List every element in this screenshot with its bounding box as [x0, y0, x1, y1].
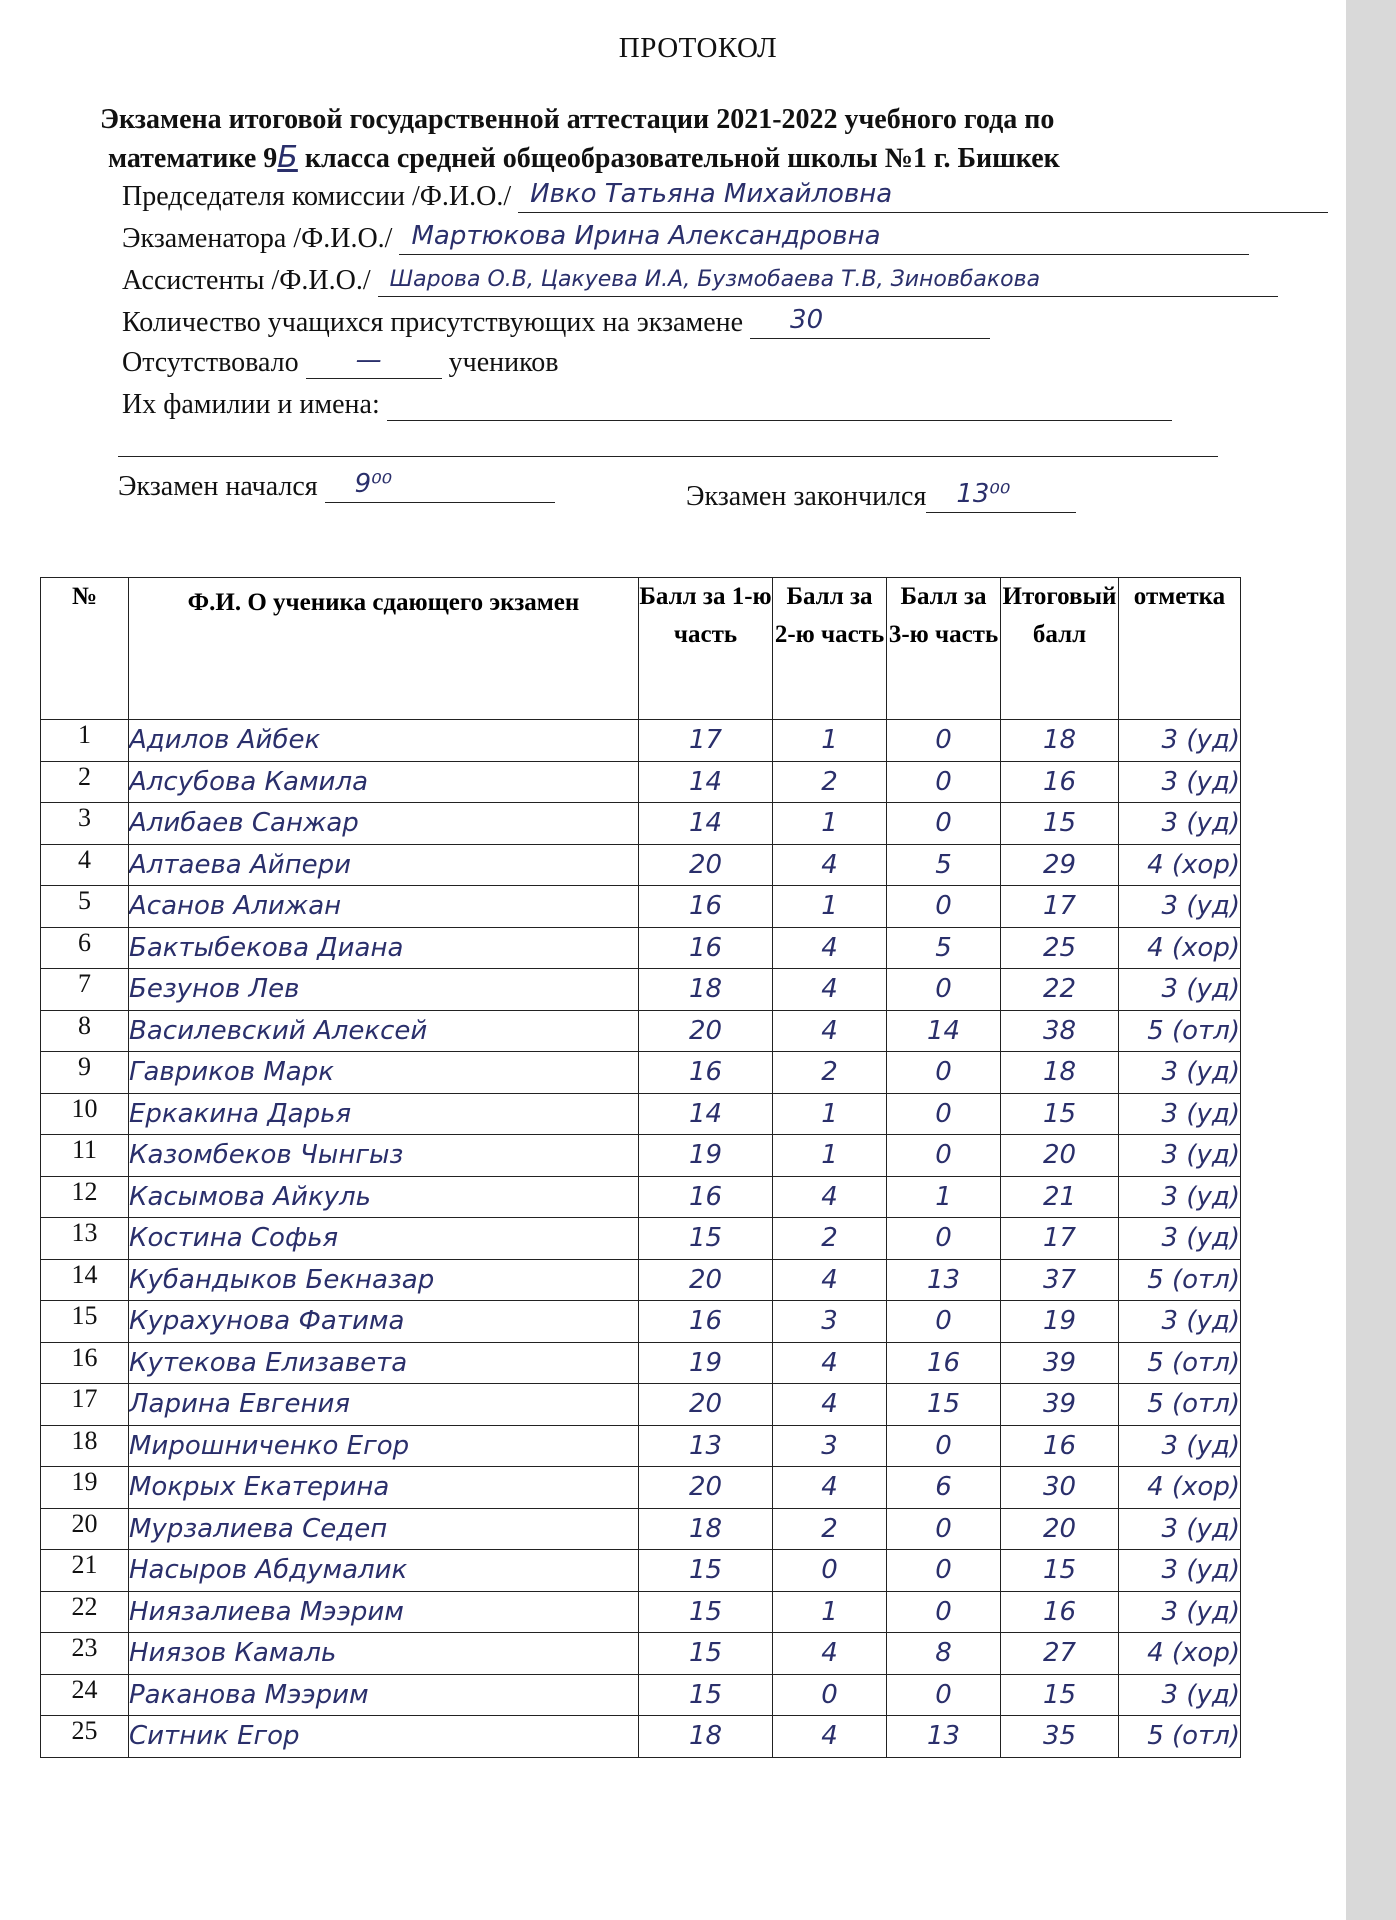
- table-row: [41, 1342, 1241, 1384]
- grade-mark: 3 (уд): [1119, 1425, 1241, 1467]
- student-name: Алтаева Айпери: [129, 844, 639, 886]
- part-1-score: 14: [639, 1093, 773, 1135]
- total-score: 18: [1001, 1052, 1119, 1094]
- part-2-score: 0: [773, 1674, 887, 1716]
- table-row: [41, 1135, 1241, 1177]
- student-name: Казомбеков Чынгыз: [129, 1135, 639, 1177]
- absent-label: Отсутствовало: [122, 347, 299, 378]
- part-3-score: 0: [887, 1591, 1001, 1633]
- student-name: Адилов Айбек: [129, 720, 639, 762]
- grade-mark: 3 (уд): [1119, 1052, 1241, 1094]
- present-label: Количество учащихся присутствующих на экзамене: [122, 307, 744, 338]
- part-2-score: 1: [773, 720, 887, 762]
- chair-field: [122, 180, 1328, 213]
- part-1-score: 13: [639, 1425, 773, 1467]
- total-score: 27: [1001, 1633, 1119, 1675]
- total-score: 30: [1001, 1467, 1119, 1509]
- row-number: 20: [41, 1508, 129, 1550]
- part-3-score: 0: [887, 720, 1001, 762]
- total-score: 20: [1001, 1508, 1119, 1550]
- header-part-2: Балл за 2-ю часть: [773, 578, 887, 720]
- absent-names-field: [122, 388, 1172, 421]
- student-name: Асанов Алижан: [129, 886, 639, 928]
- present-value: 30: [790, 305, 824, 335]
- part-1-score: 19: [639, 1342, 773, 1384]
- absent-names-line-1: [387, 388, 1172, 421]
- part-2-score: 1: [773, 1135, 887, 1177]
- grade-mark: 3 (уд): [1119, 803, 1241, 845]
- grade-mark: 3 (уд): [1119, 1135, 1241, 1177]
- grade-mark: 4 (хор): [1119, 927, 1241, 969]
- part-2-score: 4: [773, 927, 887, 969]
- part-1-score: 20: [639, 844, 773, 886]
- examiner-label: Экзаменатора /Ф.И.О./: [122, 223, 393, 254]
- part-2-score: 4: [773, 1176, 887, 1218]
- part-2-score: 1: [773, 1093, 887, 1135]
- total-score: 38: [1001, 1010, 1119, 1052]
- part-2-score: 4: [773, 1342, 887, 1384]
- table-row: [41, 1218, 1241, 1260]
- part-2-score: 4: [773, 1716, 887, 1758]
- grade-mark: 3 (уд): [1119, 720, 1241, 762]
- part-2-score: 3: [773, 1301, 887, 1343]
- grade-mark: 3 (уд): [1119, 1218, 1241, 1260]
- table-row: [41, 1301, 1241, 1343]
- part-3-score: 0: [887, 969, 1001, 1011]
- total-score: 22: [1001, 969, 1119, 1011]
- table-row: [41, 720, 1241, 762]
- part-3-score: 0: [887, 761, 1001, 803]
- student-name: Мурзалиева Седеп: [129, 1508, 639, 1550]
- document-title: ПРОТОКОЛ: [618, 32, 778, 64]
- header-part-1: Балл за 1-ю часть: [639, 578, 773, 720]
- table-row: [41, 1550, 1241, 1592]
- row-number: 9: [41, 1052, 129, 1094]
- part-1-score: 17: [639, 720, 773, 762]
- total-score: 21: [1001, 1176, 1119, 1218]
- exam-end-line: [926, 480, 1076, 513]
- absent-suffix: учеников: [448, 347, 559, 378]
- student-name: Василевский Алексей: [129, 1010, 639, 1052]
- grade-mark: 3 (уд): [1119, 1093, 1241, 1135]
- part-2-score: 4: [773, 969, 887, 1011]
- total-score: 25: [1001, 927, 1119, 969]
- total-score: 39: [1001, 1384, 1119, 1426]
- row-number: 16: [41, 1342, 129, 1384]
- grade-mark: 3 (уд): [1119, 1591, 1241, 1633]
- row-number: 23: [41, 1633, 129, 1675]
- student-name: Курахунова Фатима: [129, 1301, 639, 1343]
- part-1-score: 16: [639, 886, 773, 928]
- row-number: 21: [41, 1550, 129, 1592]
- part-1-score: 20: [639, 1010, 773, 1052]
- part-3-score: 0: [887, 1301, 1001, 1343]
- row-number: 8: [41, 1010, 129, 1052]
- student-name: Еркакина Дарья: [129, 1093, 639, 1135]
- grade-mark: 5 (отл): [1119, 1384, 1241, 1426]
- student-name: Раканова Мээрим: [129, 1674, 639, 1716]
- exam-end-field: [686, 480, 1076, 513]
- row-number: 14: [41, 1259, 129, 1301]
- absent-value: —: [355, 345, 382, 375]
- part-1-score: 14: [639, 803, 773, 845]
- school-text: класса средней общеобразовательной школы №1 г. Бишкек: [297, 143, 1060, 174]
- student-name: Бактыбекова Диана: [129, 927, 639, 969]
- part-2-score: 4: [773, 1384, 887, 1426]
- student-name: Ситник Егор: [129, 1716, 639, 1758]
- part-2-score: 1: [773, 803, 887, 845]
- results-table: [40, 577, 1241, 1758]
- part-3-score: 8: [887, 1633, 1001, 1675]
- row-number: 1: [41, 720, 129, 762]
- part-3-score: 15: [887, 1384, 1001, 1426]
- table-row: [41, 1176, 1241, 1218]
- row-number: 25: [41, 1716, 129, 1758]
- part-1-score: 15: [639, 1674, 773, 1716]
- part-1-score: 15: [639, 1633, 773, 1675]
- student-name: Ниязалиева Мээрим: [129, 1591, 639, 1633]
- exam-heading-line-1: Экзамена итоговой государственной аттестации 2021-2022 учебного года по: [100, 104, 1055, 135]
- present-count-field: [122, 306, 990, 339]
- student-name: Безунов Лев: [129, 969, 639, 1011]
- examiner-field: [122, 222, 1249, 255]
- part-3-score: 16: [887, 1342, 1001, 1384]
- part-3-score: 5: [887, 927, 1001, 969]
- total-score: 16: [1001, 1591, 1119, 1633]
- row-number: 22: [41, 1591, 129, 1633]
- part-3-score: 0: [887, 886, 1001, 928]
- absent-names-line-2: [118, 456, 1218, 457]
- student-name: Гавриков Марк: [129, 1052, 639, 1094]
- table-row: [41, 1052, 1241, 1094]
- total-score: 29: [1001, 844, 1119, 886]
- grade-mark: 3 (уд): [1119, 1508, 1241, 1550]
- part-2-score: 1: [773, 886, 887, 928]
- part-3-score: 13: [887, 1259, 1001, 1301]
- part-3-score: 0: [887, 1052, 1001, 1094]
- table-row: [41, 1384, 1241, 1426]
- part-2-score: 4: [773, 1467, 887, 1509]
- part-1-score: 16: [639, 1301, 773, 1343]
- table-row: [41, 803, 1241, 845]
- present-value-line: [750, 306, 990, 339]
- grade-mark: 4 (хор): [1119, 844, 1241, 886]
- part-3-score: 1: [887, 1176, 1001, 1218]
- total-score: 37: [1001, 1259, 1119, 1301]
- assistants-value: Шарова О.В, Цакуева И.А, Бузмобаева Т.В, Зиновбакова: [389, 267, 1041, 292]
- part-1-score: 20: [639, 1467, 773, 1509]
- student-name: Кутекова Елизавета: [129, 1342, 639, 1384]
- grade-mark: 3 (уд): [1119, 886, 1241, 928]
- student-name: Мокрых Екатерина: [129, 1467, 639, 1509]
- header-number: №: [41, 578, 129, 720]
- table-row: [41, 886, 1241, 928]
- header-grade: отметка: [1119, 578, 1241, 720]
- part-1-score: 16: [639, 1176, 773, 1218]
- total-score: 39: [1001, 1342, 1119, 1384]
- part-1-score: 18: [639, 1716, 773, 1758]
- grade-mark: 4 (хор): [1119, 1633, 1241, 1675]
- grade-mark: 5 (отл): [1119, 1342, 1241, 1384]
- part-3-score: 0: [887, 1135, 1001, 1177]
- grade-mark: 5 (отл): [1119, 1716, 1241, 1758]
- part-1-score: 20: [639, 1384, 773, 1426]
- assistants-value-line: [378, 264, 1278, 297]
- part-3-score: 0: [887, 1218, 1001, 1260]
- table-row: [41, 844, 1241, 886]
- student-name: Алибаев Санжар: [129, 803, 639, 845]
- absent-count-field: [122, 346, 559, 379]
- grade-mark: 3 (уд): [1119, 1674, 1241, 1716]
- row-number: 5: [41, 886, 129, 928]
- header-student-name: Ф.И. О ученика сдающего экзамен: [129, 578, 639, 720]
- table-row: [41, 1633, 1241, 1675]
- table-row: [41, 1467, 1241, 1509]
- part-1-score: 20: [639, 1259, 773, 1301]
- total-score: 16: [1001, 761, 1119, 803]
- chair-label: Председателя комиссии /Ф.И.О./: [122, 181, 512, 212]
- part-2-score: 2: [773, 1508, 887, 1550]
- student-name: Алсубова Камила: [129, 761, 639, 803]
- total-score: 20: [1001, 1135, 1119, 1177]
- student-name: Ниязов Камаль: [129, 1633, 639, 1675]
- table-row: [41, 1010, 1241, 1052]
- total-score: 19: [1001, 1301, 1119, 1343]
- row-number: 10: [41, 1093, 129, 1135]
- row-number: 3: [41, 803, 129, 845]
- row-number: 2: [41, 761, 129, 803]
- total-score: 35: [1001, 1716, 1119, 1758]
- header-part-3: Балл за 3-ю часть: [887, 578, 1001, 720]
- student-name: Ларина Евгения: [129, 1384, 639, 1426]
- row-number: 7: [41, 969, 129, 1011]
- table-row: [41, 927, 1241, 969]
- row-number: 4: [41, 844, 129, 886]
- grade-mark: 3 (уд): [1119, 1301, 1241, 1343]
- part-3-score: 0: [887, 1093, 1001, 1135]
- student-name: Костина Софья: [129, 1218, 639, 1260]
- part-1-score: 15: [639, 1591, 773, 1633]
- part-1-score: 16: [639, 1052, 773, 1094]
- exam-end-label: Экзамен закончился: [686, 481, 927, 512]
- part-2-score: 2: [773, 1052, 887, 1094]
- part-2-score: 4: [773, 1010, 887, 1052]
- part-1-score: 19: [639, 1135, 773, 1177]
- part-3-score: 5: [887, 844, 1001, 886]
- table-header-row: [41, 578, 1241, 720]
- exam-start-label: Экзамен начался: [118, 471, 318, 502]
- grade-mark: 5 (отл): [1119, 1010, 1241, 1052]
- part-3-score: 0: [887, 1550, 1001, 1592]
- part-2-score: 2: [773, 761, 887, 803]
- grade-mark: 4 (хор): [1119, 1467, 1241, 1509]
- part-1-score: 15: [639, 1550, 773, 1592]
- total-score: 15: [1001, 1674, 1119, 1716]
- row-number: 24: [41, 1674, 129, 1716]
- chair-value: Ивко Татьяна Михайловна: [530, 179, 893, 209]
- assistants-label: Ассистенты /Ф.И.О./: [122, 265, 371, 296]
- total-score: 18: [1001, 720, 1119, 762]
- student-name: Мирошниченко Егор: [129, 1425, 639, 1467]
- grade-mark: 3 (уд): [1119, 1550, 1241, 1592]
- row-number: 6: [41, 927, 129, 969]
- student-name: Кубандыков Бекназар: [129, 1259, 639, 1301]
- header-total: Итоговый балл: [1001, 578, 1119, 720]
- part-2-score: 0: [773, 1550, 887, 1592]
- table-row: [41, 969, 1241, 1011]
- part-3-score: 0: [887, 803, 1001, 845]
- row-number: 11: [41, 1135, 129, 1177]
- part-2-score: 2: [773, 1218, 887, 1260]
- part-2-score: 1: [773, 1591, 887, 1633]
- part-3-score: 13: [887, 1716, 1001, 1758]
- absent-names-label: Их фамилии и имена:: [122, 389, 380, 420]
- table-row: [41, 1591, 1241, 1633]
- part-2-score: 4: [773, 1633, 887, 1675]
- grade-mark: 3 (уд): [1119, 1176, 1241, 1218]
- part-2-score: 3: [773, 1425, 887, 1467]
- grade-mark: 3 (уд): [1119, 969, 1241, 1011]
- exam-heading-line-2: [108, 140, 1288, 175]
- row-number: 13: [41, 1218, 129, 1260]
- total-score: 15: [1001, 803, 1119, 845]
- part-1-score: 18: [639, 1508, 773, 1550]
- total-score: 15: [1001, 1093, 1119, 1135]
- total-score: 17: [1001, 1218, 1119, 1260]
- student-name: Касымова Айкуль: [129, 1176, 639, 1218]
- part-1-score: 15: [639, 1218, 773, 1260]
- examiner-value-line: [399, 222, 1249, 255]
- table-row: [41, 1259, 1241, 1301]
- part-1-score: 18: [639, 969, 773, 1011]
- total-score: 16: [1001, 1425, 1119, 1467]
- part-2-score: 4: [773, 1259, 887, 1301]
- row-number: 17: [41, 1384, 129, 1426]
- total-score: 17: [1001, 886, 1119, 928]
- table-row: [41, 1508, 1241, 1550]
- part-3-score: 6: [887, 1467, 1001, 1509]
- part-1-score: 14: [639, 761, 773, 803]
- exam-start-value: 9⁰⁰: [354, 469, 393, 499]
- scan-edge: [1346, 0, 1396, 1920]
- grade-mark: 3 (уд): [1119, 761, 1241, 803]
- chair-value-line: [518, 180, 1328, 213]
- part-1-score: 16: [639, 927, 773, 969]
- table-row: [41, 1716, 1241, 1758]
- row-number: 18: [41, 1425, 129, 1467]
- table-row: [41, 1674, 1241, 1716]
- exam-start-field: [118, 470, 555, 503]
- part-3-score: 0: [887, 1674, 1001, 1716]
- exam-end-value: 13⁰⁰: [956, 479, 1011, 509]
- subject-grade-text: математике 9: [108, 143, 278, 174]
- exam-start-line: [325, 470, 555, 503]
- row-number: 19: [41, 1467, 129, 1509]
- absent-value-line: [306, 346, 442, 379]
- part-3-score: 0: [887, 1508, 1001, 1550]
- row-number: 12: [41, 1176, 129, 1218]
- part-3-score: 14: [887, 1010, 1001, 1052]
- row-number: 15: [41, 1301, 129, 1343]
- table-row: [41, 1093, 1241, 1135]
- table-row: [41, 1425, 1241, 1467]
- part-2-score: 4: [773, 844, 887, 886]
- examiner-value: Мартюкова Ирина Александровна: [411, 221, 881, 251]
- class-letter-handwritten: Б: [277, 140, 298, 175]
- table-row: [41, 761, 1241, 803]
- total-score: 15: [1001, 1550, 1119, 1592]
- part-3-score: 0: [887, 1425, 1001, 1467]
- student-name: Насыров Абдумалик: [129, 1550, 639, 1592]
- grade-mark: 5 (отл): [1119, 1259, 1241, 1301]
- assistants-field: [122, 264, 1278, 297]
